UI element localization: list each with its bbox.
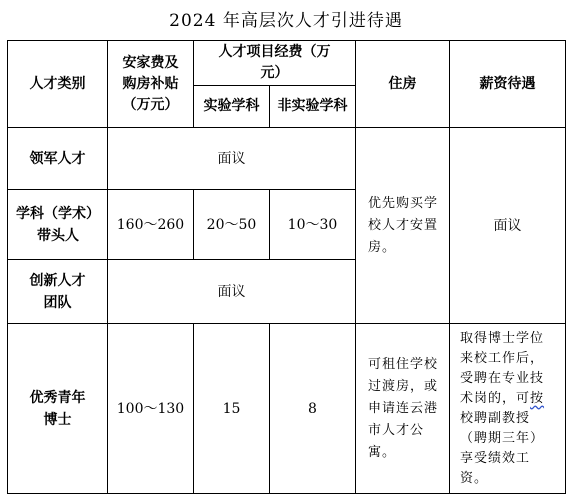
salary-bottom-wavy-word: 按 (530, 390, 545, 406)
row-non-experimental: 10～30 (270, 190, 356, 260)
header-project-funding-text: 人才项目经费（万元） (218, 44, 331, 81)
row-merged-value: 面议 (108, 128, 356, 190)
header-housing: 住房 (356, 41, 450, 128)
row-category (8, 260, 108, 324)
row-category (8, 190, 108, 260)
housing-top-cell (356, 128, 450, 324)
housing-bottom-text: 可租住学校过渡房，或申请连云港市人才公寓。 (368, 356, 439, 460)
row-category-text: 创新人才团队 (29, 272, 86, 311)
row-experimental: 20～50 (194, 190, 270, 260)
row-category (8, 324, 108, 494)
row-category: 领军人才 (8, 128, 108, 190)
row-experimental: 15 (194, 324, 270, 494)
table-row (8, 324, 566, 494)
table-row (8, 128, 566, 190)
salary-top-cell: 面议 (450, 128, 566, 324)
header-salary: 薪资待遇 (450, 41, 566, 128)
header-non-experimental-text: 非实验学科 (277, 98, 348, 114)
housing-bottom-cell (356, 324, 450, 494)
salary-bottom-cell (450, 324, 566, 494)
row-subsidy: 160～260 (108, 190, 194, 260)
header-non-experimental (270, 86, 356, 128)
row-merged-value: 面议 (108, 260, 356, 324)
header-category: 人才类别 (8, 41, 108, 128)
header-experimental (194, 86, 270, 128)
header-experimental-text: 实验学科 (203, 98, 260, 114)
row-category-text: 优秀青年博士 (29, 389, 86, 428)
row-category-text: 学科（学术）带头人 (16, 205, 100, 244)
salary-bottom-text-b: 校聘副教授（聘期三年）享受绩效工资。 (460, 410, 545, 486)
row-non-experimental: 8 (270, 324, 356, 494)
talent-benefits-table (7, 40, 566, 494)
page-title: 2024 年高层次人才引进待遇 (169, 11, 403, 31)
row-subsidy: 100～130 (108, 324, 194, 494)
housing-top-text: 优先购买学校人才安置房。 (368, 195, 439, 255)
salary-bottom-text-a: 取得博士学位来校工作后，受聘在专业技术岗的，可 (460, 330, 545, 406)
header-project-funding (194, 41, 356, 86)
header-housing-subsidy-text: 安家费及购房补贴（万元） (122, 54, 179, 113)
header-housing-subsidy (108, 41, 194, 128)
